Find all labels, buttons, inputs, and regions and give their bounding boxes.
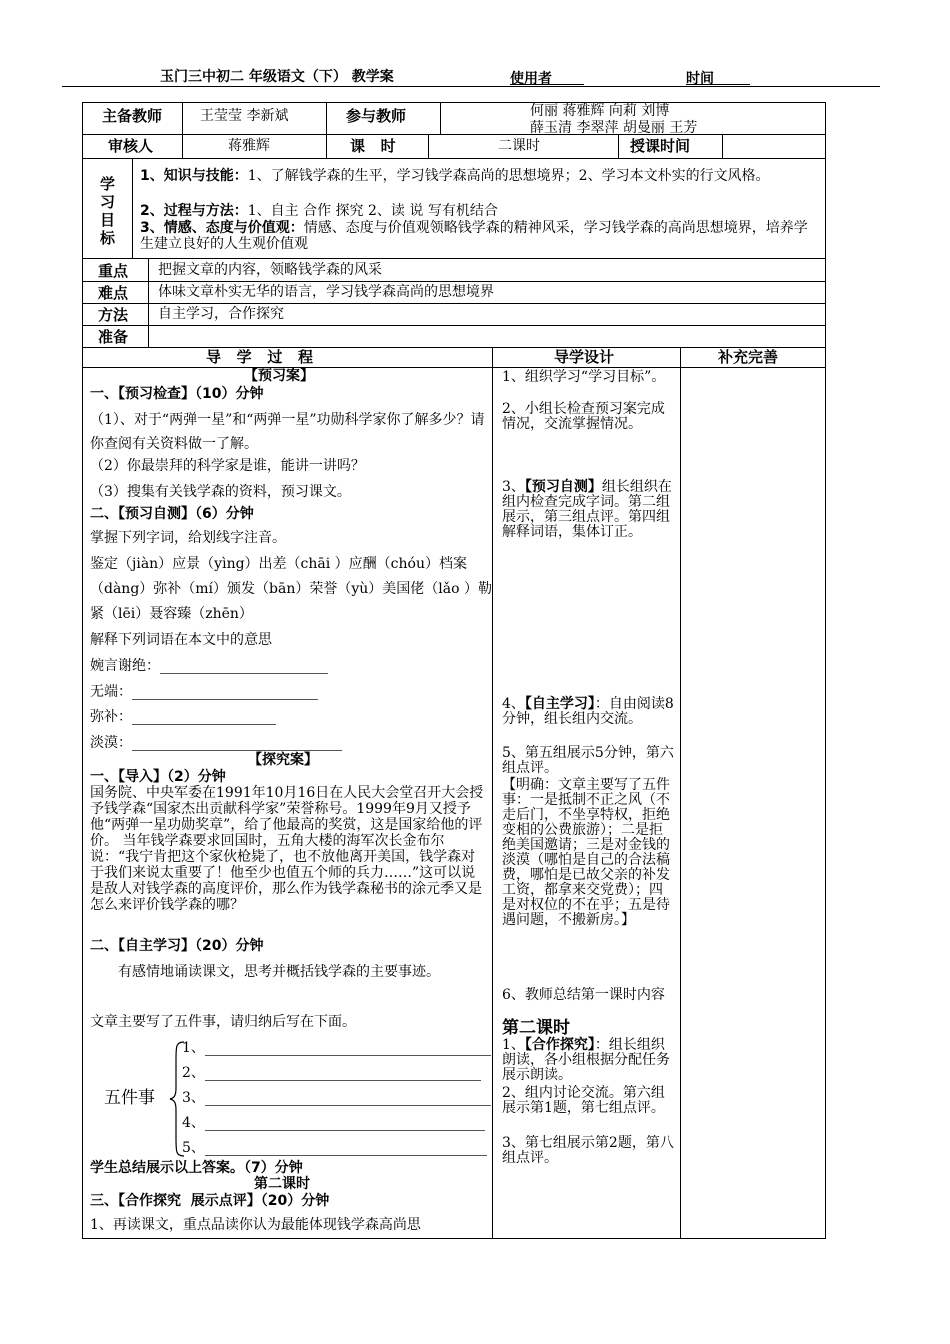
design-step-6: 6、教师总结第一课时内容 (502, 987, 665, 1003)
rule (82, 281, 826, 282)
method-label: 方法 (98, 306, 129, 324)
answer-blank[interactable] (132, 685, 318, 700)
answer-blank[interactable] (205, 1068, 481, 1081)
rule (82, 303, 826, 304)
rule (428, 134, 429, 158)
supplement-column[interactable] (681, 368, 825, 1238)
design-cooperate-3: 3、第七组展示第2题，第八组点评。 (502, 1135, 674, 1166)
main-teacher-value: 王莹莹 李新斌 (200, 108, 289, 124)
design-column-header: 导学设计 (554, 348, 615, 366)
document-title: 玉门三中初二 年级语文（下） 教学案 (160, 69, 394, 85)
rule (148, 258, 149, 347)
section-self-study: 二、【自主学习】（20）分钟 (90, 938, 264, 954)
rule (182, 102, 183, 158)
participants-line-1: 何丽 蒋雅辉 向莉 刘博 (530, 103, 670, 119)
design-cooperate-2: 2、组内讨论交流。第六组展示第1题，第七组点评。 (502, 1085, 665, 1116)
rule (722, 134, 723, 158)
hours-value: 二课时 (498, 138, 540, 154)
question-2: （2）你最崇拜的科学家是谁，能讲一讲吗？ (90, 458, 365, 474)
goal-3: 3、情感、态度与价值观：情感、态度与价值观领略钱学森的精神风采，学习钱学森的高尚思想境界，培养学生建立良好的人生观价值观 (140, 220, 808, 252)
reviewer-label: 审核人 (108, 137, 154, 155)
summary-line: 学生总结展示以上答案。（7）分钟 (90, 1160, 303, 1176)
self-study-text-2: 文章主要写了五件事，请归纳后写在下面。 (90, 1014, 356, 1030)
rule (82, 258, 826, 259)
explore-case-heading: 【探究案】 (248, 752, 318, 768)
five-things-item-2: 2、 (182, 1065, 481, 1081)
design-step-3: 3、【预习自测】组长组织在组内检查完成字词。第二组展示，第三组点评。第四组解释词语，集体订正。 (502, 479, 672, 540)
rule (618, 134, 619, 158)
rule (82, 134, 826, 135)
rule (492, 347, 493, 1239)
second-class-heading: 第二课时 (254, 1176, 310, 1192)
section-preview-check: 一、【预习检查】（10）分钟 (90, 386, 264, 402)
question-1: （1）、对于“两弹一星”和“两弹一星”功勋科学家你了解多少？请你查阅有关资料做一了解。 (90, 412, 485, 452)
section-cooperate: 三、【合作探究 展示点评】（20）分钟 (90, 1193, 330, 1209)
key-point-label: 重点 (98, 262, 129, 280)
reviewer-value: 蒋雅辉 (228, 138, 270, 154)
five-things-item-5: 5、 (182, 1140, 487, 1156)
design-step-5: 5、第五组展示5分钟，第六组点评。 (502, 745, 674, 776)
word-3: 弥补： (90, 709, 276, 725)
five-things-item-3: 3、 (182, 1090, 491, 1106)
teach-time-label: 授课时间 (630, 137, 691, 155)
self-study-text-1: 有感情地诵读课文，思考并概括钱学森的主要事迹。 (118, 964, 440, 980)
rule (82, 325, 826, 326)
answer-blank[interactable] (160, 659, 328, 674)
pinyin-line-3: 紧（lēi）聂容臻（zhēn） (90, 606, 253, 622)
section-intro: 一、【导入】（2）分钟 (90, 769, 226, 785)
answer-blank[interactable] (205, 1043, 491, 1056)
word-4: 淡漠： (90, 735, 342, 751)
difficulty-label: 难点 (98, 284, 129, 302)
rule (440, 102, 441, 135)
explain-instruction: 解释下列词语在本文中的意思 (90, 632, 272, 648)
section-preview-test: 二、【预习自测】（6）分钟 (90, 506, 254, 522)
goal-2: 2、过程与方法：1、自主 合作 探究 2、读 说 写有机结合 (140, 203, 498, 219)
cooperate-text: 1、再读课文，重点品读你认为最能体现钱学森高尚思 (90, 1217, 421, 1233)
answer-blank[interactable] (205, 1143, 487, 1156)
word-2: 无端： (90, 684, 318, 700)
method-text: 自主学习，合作探究 (158, 306, 284, 322)
hours-label: 课 时 (350, 137, 396, 155)
pinyin-line-1: 鉴定（jiàn）应景（yìng）出差（chāi ）应酬（chóu）档案 (90, 556, 467, 572)
key-point-text: 把握文章的内容，领略钱学森的风采 (158, 262, 382, 278)
answer-blank[interactable] (132, 710, 276, 725)
preview-test-intro: 掌握下列字词，给划线字注音。 (90, 530, 286, 546)
process-column-header: 导 学 过 程 (206, 348, 313, 366)
participants-line-2: 薛玉清 李翠萍 胡曼丽 王芳 (530, 120, 698, 136)
rule (326, 102, 327, 158)
question-3: （3）搜集有关钱学森的资料，预习课文。 (90, 484, 351, 500)
answer-blank[interactable] (132, 736, 342, 751)
five-things-item-1: 1、 (182, 1040, 491, 1056)
difficulty-text: 体味文章朴实无华的语言，学习钱学森高尚的思想境界 (158, 284, 494, 300)
design-step-2: 2、小组长检查预习案完成情况，交流掌握情况。 (502, 401, 665, 432)
preparation-label: 准备 (98, 328, 129, 346)
design-step-4: 4、【自主学习】：自由阅读8分钟，组长组内交流。 (502, 696, 674, 727)
design-answer: 【明确：文章主要写了五件事：一是抵制不正之风（不走后门，不坐享特权，拒绝变相的公费旅游）；二是拒绝美国邀请；三是对金钱的淡漠（哪怕是自己的合法稿费，哪怕是已故父亲的补发工资，都拿来交党费）；四是对权位的不在乎；五是待遇问题，不搬新房。】 (502, 777, 670, 928)
answer-blank[interactable] (205, 1118, 485, 1131)
page-header: 玉门三中初二 年级语文（下） 教学案 使用者 时间 (62, 64, 880, 87)
pinyin-line-2: （dàng）弥补（mí）颁发（bān）荣誉（yù）美国佬（lǎo ）勒 (90, 581, 492, 597)
answer-blank[interactable] (205, 1093, 491, 1106)
design-second-class: 第二课时 (502, 1018, 570, 1038)
goal-1: 1、知识与技能：1、了解钱学森的生平，学习钱学森高尚的思想境界；2、学习本文朴实的行文风格。 (140, 168, 770, 184)
intro-text: 国务院、中央军委在1991年10月16日在人民大会堂召开大会授予钱学森“国家杰出贡献科学家”荣誉称号。1999年9月又授予他“两弹一星功勋奖章”，给了他最高的奖赏，这是国家给他的评价。 当年钱学森要求回国时，五角大楼的海军次长金布尔说：“我宁肯把这个家伙枪毙了，也不放他离开美国，钱学森对于我们来说太重要了！他至少也值五个师的兵力……”这可以说是敌人对钱学森的高度评价，那么作为钱学森秘书的涂元季又是怎么来评价钱学森的哪？ (90, 785, 484, 913)
rule (82, 347, 826, 348)
design-cooperate-1: 1、【合作探究】：组长组织朗读，各小组根据分配任务展示朗读。 (502, 1037, 670, 1083)
five-things-label: 五件事 (104, 1088, 155, 1108)
word-1: 婉言谢绝： (90, 658, 328, 674)
main-teacher-label: 主备教师 (102, 107, 163, 125)
rule (82, 158, 826, 159)
participants-label: 参与教师 (346, 107, 407, 125)
preview-case-heading: 【预习案】 (244, 368, 314, 384)
design-step-1: 1、组织学习“学习目标”。 (502, 369, 666, 385)
five-things-item-4: 4、 (182, 1115, 485, 1131)
rule (132, 158, 133, 258)
supplement-column-header: 补充完善 (718, 348, 779, 366)
